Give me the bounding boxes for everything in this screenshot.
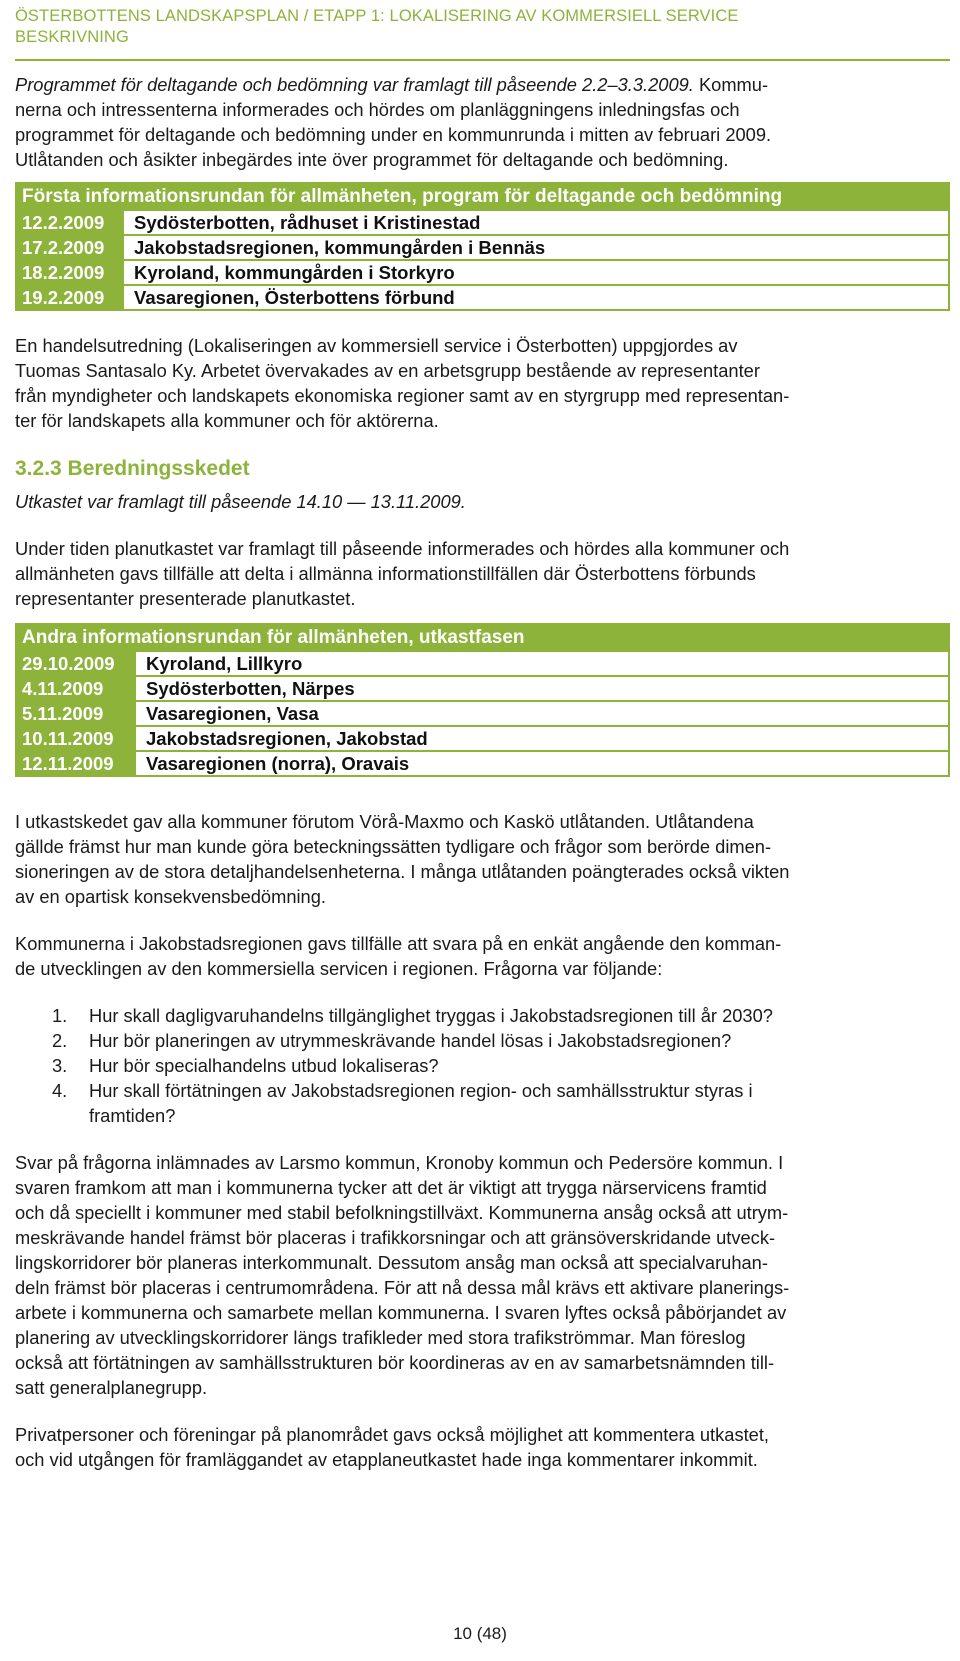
table-title: Första informationsrundan för allmänheten, program för deltagande och bedömning (16, 183, 949, 210)
table-cell-place: Kyroland, Lillkyro (135, 651, 949, 676)
text-line: från myndigheter och landskapets ekonomiska regioner samt av en styrgrupp med representan- (15, 385, 790, 406)
text-line: I utkastskedet gav alla kommuner förutom Vörå-Maxmo och Kaskö utlåtanden. Utlåtandena (15, 811, 754, 832)
header-subtitle: BESKRIVNING (15, 28, 129, 46)
table-row (16, 235, 949, 260)
table-row (16, 285, 949, 310)
list-number: 2. (52, 1030, 68, 1051)
text-line: En handelsutredning (Lokaliseringen av kommersiell service i Österbotten) uppgjordes av (15, 335, 738, 356)
list-number: 3. (52, 1055, 68, 1076)
table-cell-place: Kyroland, kommungården i Storkyro (123, 260, 949, 285)
document-page (15, 0, 950, 1472)
header-title: ÖSTERBOTTENS LANDSKAPSPLAN / ETAPP 1: LOKALISERING AV KOMMERSIELL SERVICE (15, 7, 739, 25)
text-line: arbete i kommunerna och samarbete mellan kommunerna. I svaren lyftes också påbörjandet av (15, 1302, 787, 1323)
header-rule (15, 59, 950, 61)
table-header-row (16, 624, 949, 651)
table-cell-date: 4.11.2009 (16, 676, 135, 701)
text-line: Privatpersoner och föreningar på planområdet gavs också möjlighet att kommentera utkastet, (15, 1424, 769, 1445)
text-line: av en opartisk konsekvensbedömning. (15, 886, 326, 907)
list-text: Hur skall dagligvaruhandelns tillgänglighet tryggas i Jakobstadsregionen till år 2030? (89, 1005, 773, 1026)
table-cell-place: Sydösterbotten, Närpes (135, 676, 949, 701)
text-line: Tuomas Santasalo Ky. Arbetet övervakades av en arbetsgrupp bestående av representanter (15, 360, 760, 381)
text-line: och vid utgången för framläggandet av etapplaneutkastet hade inga kommentarer inkommit. (15, 1449, 758, 1470)
table-row (16, 701, 949, 726)
intro-line: programmet för deltagande och bedömning under en kommunrunda i mitten av februari 2009. (15, 124, 772, 145)
text-line: också att förtätningen av samhällsstrukturen bör koordineras av en av samarbetsnämnden till- (15, 1352, 775, 1373)
text-line: Kommunerna i Jakobstadsregionen gavs tillfälle att svara på en enkät angående den komman- (15, 933, 782, 954)
privat-paragraph (15, 1422, 950, 1472)
question-list (15, 1003, 950, 1128)
list-item (15, 1078, 950, 1128)
table-cell-date: 18.2.2009 (16, 260, 123, 285)
list-number: 1. (52, 1005, 68, 1026)
svar-paragraph (15, 1150, 950, 1400)
intro-italic: Programmet för deltagande och bedömning var framlagt till påseende 2.2–3.3.2009. (15, 74, 694, 95)
table-cell-place: Vasaregionen (norra), Oravais (135, 751, 949, 776)
section-italic-line: Utkastet var framlagt till påseende 14.10 — 13.11.2009. (15, 491, 466, 512)
text-line: svaren framkom att man i kommunerna tycker att det är viktigt att trygga närservicens framtid (15, 1177, 767, 1198)
table-row (16, 726, 949, 751)
under-paragraph (15, 536, 950, 611)
text-line: deln främst bör placeras i centrumområdena. För att nå dessa mål krävs ett aktivare planerings- (15, 1277, 790, 1298)
text-line: Svar på frågorna inlämnades av Larsmo kommun, Kronoby kommun och Pedersöre kommun. I (15, 1152, 784, 1173)
text-line: allmänheten gavs tillfälle att delta i allmänna informationstillfällen där Österbottens förbunds (15, 563, 756, 584)
text-line: de utvecklingen av den kommersiella servicen i regionen. Frågorna var följande: (15, 958, 663, 979)
table-cell-place: Vasaregionen, Österbottens förbund (123, 285, 949, 310)
table-row (16, 751, 949, 776)
table-cell-date: 29.10.2009 (16, 651, 135, 676)
second-info-round-table (15, 623, 950, 777)
table-cell-date: 17.2.2009 (16, 235, 123, 260)
text-line: meskrävande handel främst bör placeras i trafikkorsningar och att gränsöverskridande utveck- (15, 1227, 776, 1248)
section-heading: 3.2.3 Beredningsskedet (15, 457, 250, 480)
text-line: satt generalplanegrupp. (15, 1377, 208, 1398)
list-text: Hur skall förtätningen av Jakobstadsregionen region- och samhällsstruktur styras i (89, 1080, 753, 1101)
list-item (15, 1028, 950, 1053)
table-title: Andra informationsrundan för allmänheten, utkastfasen (16, 624, 949, 651)
list-item (15, 1003, 950, 1028)
table-cell-date: 12.11.2009 (16, 751, 135, 776)
intro-line: nerna och intressenterna informerades och hördes om planläggningens inledningsfas och (15, 99, 740, 120)
utkast-paragraph (15, 809, 950, 909)
text-line: och då speciellt i kommuner med stabil befolkningstillväxt. Kommunerna ansåg också att utrym- (15, 1202, 789, 1223)
kommunerna-paragraph (15, 931, 950, 981)
list-item (15, 1053, 950, 1078)
handel-paragraph (15, 333, 950, 433)
list-text: Hur bör specialhandelns utbud lokaliseras? (89, 1055, 439, 1076)
table-cell-place: Jakobstadsregionen, Jakobstad (135, 726, 949, 751)
table-cell-place: Sydösterbotten, rådhuset i Kristinestad (123, 210, 949, 235)
intro-line: Utlåtanden och åsikter inbegärdes inte över programmet för deltagande och bedömning. (15, 149, 729, 170)
list-number: 4. (52, 1080, 68, 1101)
table-cell-place: Vasaregionen, Vasa (135, 701, 949, 726)
text-line: Under tiden planutkastet var framlagt till påseende informerades och hördes alla kommuner och (15, 538, 790, 559)
list-text: framtiden? (89, 1105, 176, 1126)
table-row (16, 210, 949, 235)
intro-line (15, 72, 950, 97)
table-cell-date: 12.2.2009 (16, 210, 123, 235)
table-header-row (16, 183, 949, 210)
text-line: sioneringen av de stora detaljhandelsenheterna. I många utlåtanden poängterades också vikten (15, 861, 790, 882)
text-line: gällde främst hur man kunde göra beteckningssätten tydligare och frågor som berörde dimen- (15, 836, 772, 857)
text-line: representanter presenterade planutkastet. (15, 588, 356, 609)
table-row (16, 260, 949, 285)
table-row (16, 676, 949, 701)
intro-rest: Kommu- (693, 74, 769, 95)
table-cell-date: 10.11.2009 (16, 726, 135, 751)
page-number: 10 (48) (453, 1624, 507, 1643)
table-cell-date: 19.2.2009 (16, 285, 123, 310)
text-line: lingskorridorer bör planeras interkommunalt. Dessutom ansåg man också att specialvaruhan- (15, 1252, 768, 1273)
text-line: ter för landskapets alla kommuner och för aktörerna. (15, 410, 439, 431)
table-row (16, 651, 949, 676)
list-text: Hur bör planeringen av utrymmeskrävande handel lösas i Jakobstadsregionen? (89, 1030, 732, 1051)
intro-paragraph (15, 72, 950, 172)
running-header (15, 0, 950, 48)
text-line: planering av utvecklingskorridorer längs trafikleder med stora trafikströmmar. Man föreslog (15, 1327, 746, 1348)
table-cell-place: Jakobstadsregionen, kommungården i Bennäs (123, 235, 949, 260)
first-info-round-table (15, 182, 950, 311)
table-cell-date: 5.11.2009 (16, 701, 135, 726)
